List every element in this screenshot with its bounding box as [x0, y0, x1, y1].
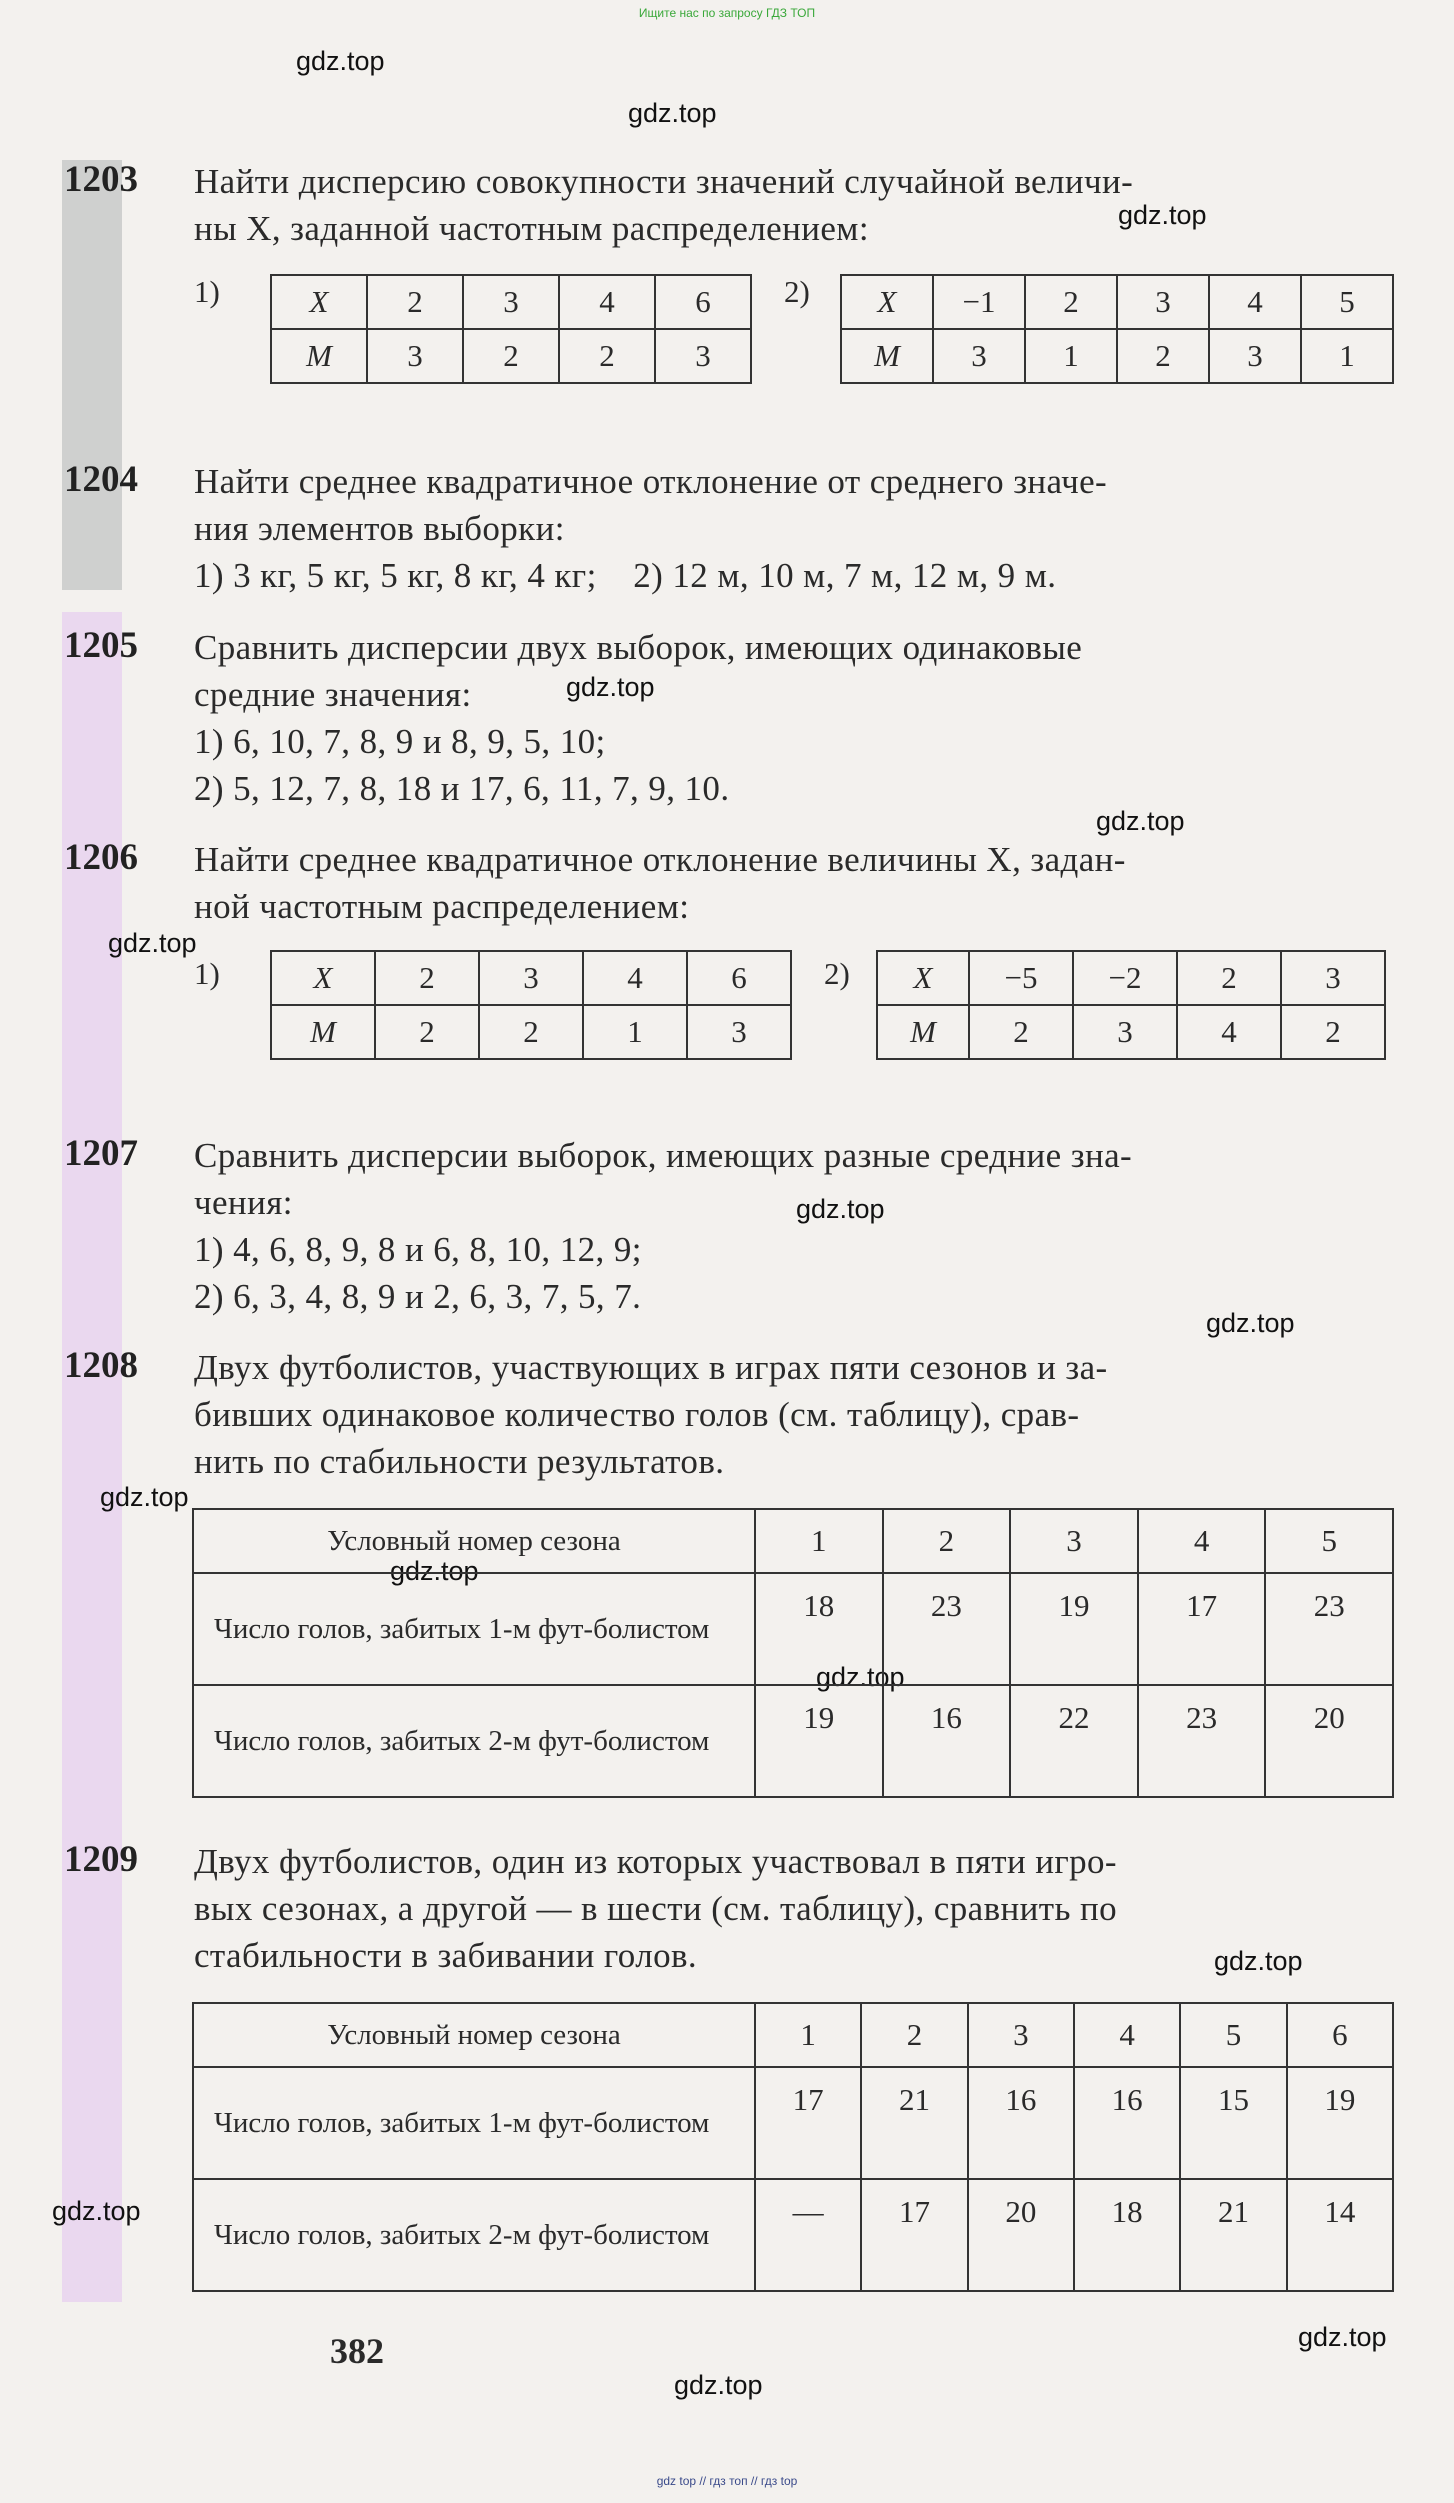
- problem-number: 1205: [64, 625, 138, 666]
- top-banner: Ищите нас по запросу ГДЗ ТОП: [638, 6, 816, 20]
- table-cell: Число голов, забитых 2-м фут-болистом: [193, 1685, 755, 1797]
- table-cell: 3: [933, 329, 1025, 383]
- table-cell: 2: [375, 1005, 479, 1059]
- table-cell: Число голов, забитых 2-м фут-болистом: [193, 2179, 755, 2291]
- table-cell: 19: [755, 1685, 883, 1797]
- table-cell: 2: [375, 951, 479, 1005]
- problem-text: 1) 4, 6, 8, 9, 8 и 6, 8, 10, 12, 9;: [194, 1230, 642, 1269]
- table-row: [877, 951, 1385, 1005]
- table-cell: 3: [1073, 1005, 1177, 1059]
- table-cell: 17: [1138, 1573, 1266, 1685]
- problem-1204: [64, 458, 1394, 599]
- table-cell: X: [271, 275, 367, 329]
- table-cell: 18: [755, 1573, 883, 1685]
- table-label: 2): [824, 956, 850, 991]
- table-header-cell: 4: [1074, 2003, 1180, 2067]
- table-row: [193, 2179, 1393, 2291]
- problem-text: бивших одинаковое количество голов (см. таблицу), срав-: [194, 1395, 1080, 1434]
- table-header-cell: 4: [1138, 1509, 1266, 1573]
- watermark: gdz.top: [1298, 2322, 1387, 2352]
- table-cell: 3: [655, 329, 751, 383]
- table-cell: 1: [583, 1005, 687, 1059]
- watermark: gdz.top: [108, 928, 197, 958]
- table-row: [193, 1685, 1393, 1797]
- table-cell: M: [841, 329, 933, 383]
- goals-table: [192, 2002, 1394, 2292]
- table-cell: −2: [1073, 951, 1177, 1005]
- problem-number: 1208: [64, 1345, 138, 1386]
- table-cell: 4: [559, 275, 655, 329]
- table-cell: 4: [583, 951, 687, 1005]
- table-row: [841, 275, 1393, 329]
- problem-text: 2) 6, 3, 4, 8, 9 и 2, 6, 3, 7, 5, 7.: [194, 1277, 642, 1316]
- watermark: gdz.top: [296, 46, 385, 76]
- table-cell: Число голов, забитых 1-м фут-болистом: [193, 2067, 755, 2179]
- table-row: [271, 275, 751, 329]
- table-row: [841, 329, 1393, 383]
- table-row: [193, 2003, 1393, 2067]
- watermark: gdz.top: [1096, 806, 1185, 836]
- table-cell: X: [841, 275, 933, 329]
- table-cell: 16: [1074, 2067, 1180, 2179]
- table-cell: 20: [968, 2179, 1074, 2291]
- table-cell: 1: [1025, 329, 1117, 383]
- problem-text: ной частотным распределением:: [194, 887, 690, 926]
- table-header-cell: 5: [1265, 1509, 1393, 1573]
- footer-text: gdz top // гдз топ // гдз top: [656, 2474, 798, 2488]
- table-cell: 2: [969, 1005, 1073, 1059]
- table-cell: 17: [861, 2179, 967, 2291]
- problem-number: 1204: [64, 459, 138, 500]
- table-cell: 3: [687, 1005, 791, 1059]
- watermark: gdz.top: [390, 1556, 479, 1586]
- problem-text: 1) 6, 10, 7, 8, 9 и 8, 9, 5, 10;: [194, 722, 606, 761]
- table-label: 2): [784, 274, 810, 309]
- table-cell: 3: [1209, 329, 1301, 383]
- table-row: [271, 329, 751, 383]
- table-label: 1): [194, 956, 220, 991]
- table-row: [193, 1509, 1393, 1573]
- table-header-cell: 2: [883, 1509, 1011, 1573]
- frequency-table: [270, 950, 792, 1060]
- table-cell: X: [877, 951, 969, 1005]
- table-cell: 21: [861, 2067, 967, 2179]
- problem-text: Двух футболистов, один из которых участвовал в пяти игро-: [194, 1842, 1117, 1881]
- table-cell: 2: [479, 1005, 583, 1059]
- problem-number: 1206: [64, 837, 138, 878]
- table-cell: 6: [687, 951, 791, 1005]
- table-cell: 3: [463, 275, 559, 329]
- table-cell: 2: [463, 329, 559, 383]
- table-cell: 16: [968, 2067, 1074, 2179]
- table-row: [271, 951, 791, 1005]
- problem-text: вых сезонах, а другой — в шести (см. таблицу), сравнить по: [194, 1889, 1117, 1928]
- page-number: 382: [330, 2331, 384, 2371]
- problem-text: ны X, заданной частотным распределением:: [194, 209, 869, 248]
- problem-text: Найти среднее квадратичное отклонение от среднего значе-: [194, 462, 1108, 501]
- frequency-table: [270, 274, 752, 384]
- watermark: gdz.top: [52, 2196, 141, 2226]
- table-cell: 19: [1287, 2067, 1393, 2179]
- problem-text: Найти дисперсию совокупности значений случайной величи-: [194, 162, 1134, 201]
- table-cell: 2: [1281, 1005, 1385, 1059]
- table-row: [271, 1005, 791, 1059]
- table-header-cell: 1: [755, 2003, 861, 2067]
- watermark: gdz.top: [628, 98, 717, 128]
- problem-text: Сравнить дисперсии выборок, имеющих разные средние зна-: [194, 1136, 1133, 1175]
- table-cell: 14: [1287, 2179, 1393, 2291]
- table-cell: X: [271, 951, 375, 1005]
- table-cell: 17: [755, 2067, 861, 2179]
- problem-text: средние значения:: [194, 675, 472, 714]
- table-cell: —: [755, 2179, 861, 2291]
- table-cell: 3: [1281, 951, 1385, 1005]
- table-cell: M: [877, 1005, 969, 1059]
- table-cell: 15: [1180, 2067, 1286, 2179]
- table-cell: 6: [655, 275, 751, 329]
- table-cell: 20: [1265, 1685, 1393, 1797]
- problem-text: Двух футболистов, участвующих в играх пяти сезонов и за-: [194, 1348, 1108, 1387]
- table-cell: 19: [1010, 1573, 1138, 1685]
- problem-text: 2) 5, 12, 7, 8, 18 и 17, 6, 11, 7, 9, 10.: [194, 769, 730, 808]
- frequency-table: [840, 274, 1394, 384]
- table-cell: −5: [969, 951, 1073, 1005]
- table-cell: 2: [559, 329, 655, 383]
- problem-text: стабильности в забивании голов.: [194, 1936, 698, 1975]
- problem-number: 1209: [64, 1839, 138, 1880]
- table-cell: Число голов, забитых 1-м фут-болистом: [193, 1573, 755, 1685]
- watermark: gdz.top: [1118, 200, 1207, 230]
- problem-number: 1203: [64, 159, 138, 200]
- table-row: [193, 1573, 1393, 1685]
- problem-text: ния элементов выборки:: [194, 509, 565, 548]
- table-cell: 23: [1265, 1573, 1393, 1685]
- problem-text: нить по стабильности результатов.: [194, 1442, 725, 1481]
- table-cell: 3: [367, 329, 463, 383]
- table-cell: 2: [1177, 951, 1281, 1005]
- table-cell: 23: [883, 1573, 1011, 1685]
- table-cell: M: [271, 329, 367, 383]
- table-header-cell: 5: [1180, 2003, 1286, 2067]
- table-header-cell: 2: [861, 2003, 967, 2067]
- table-cell: 4: [1177, 1005, 1281, 1059]
- table-cell: 2: [367, 275, 463, 329]
- table-cell: 18: [1074, 2179, 1180, 2291]
- table-header-cell: 3: [968, 2003, 1074, 2067]
- table-header-cell: 1: [755, 1509, 883, 1573]
- problem-text: чения:: [194, 1183, 293, 1222]
- problem-1207: [64, 1132, 1394, 1320]
- table-header-cell: 3: [1010, 1509, 1138, 1573]
- table-cell: 2: [1025, 275, 1117, 329]
- watermark: gdz.top: [674, 2370, 763, 2400]
- table-cell: 16: [883, 1685, 1011, 1797]
- frequency-table: [876, 950, 1386, 1060]
- problem-1203: [64, 158, 1394, 373]
- table-label: 1): [194, 274, 220, 309]
- table-cell: 3: [1117, 275, 1209, 329]
- table-row: [193, 2067, 1393, 2179]
- problem-1205: [64, 624, 1394, 812]
- watermark: gdz.top: [1214, 1946, 1303, 1976]
- table-cell: 4: [1209, 275, 1301, 329]
- problem-text: 1) 3 кг, 5 кг, 5 кг, 8 кг, 4 кг; 2) 12 м, 10 м, 7 м, 12 м, 9 м.: [194, 556, 1057, 595]
- table-cell: −1: [933, 275, 1025, 329]
- table-cell: 23: [1138, 1685, 1266, 1797]
- table-header-cell: 6: [1287, 2003, 1393, 2067]
- table-cell: 1: [1301, 329, 1393, 383]
- table-cell: M: [271, 1005, 375, 1059]
- table-cell: 5: [1301, 275, 1393, 329]
- watermark: gdz.top: [816, 1662, 905, 1692]
- problem-text: Найти среднее квадратичное отклонение величины X, задан-: [194, 840, 1126, 879]
- table-cell: 22: [1010, 1685, 1138, 1797]
- problem-text: Сравнить дисперсии двух выборок, имеющих одинаковые: [194, 628, 1083, 667]
- watermark: gdz.top: [100, 1482, 189, 1512]
- table-header-cell: Условный номер сезона: [193, 1509, 755, 1573]
- table-cell: 21: [1180, 2179, 1286, 2291]
- watermark: gdz.top: [1206, 1308, 1295, 1338]
- watermark: gdz.top: [796, 1194, 885, 1224]
- problem-number: 1207: [64, 1133, 138, 1174]
- table-cell: 2: [1117, 329, 1209, 383]
- watermark: gdz.top: [566, 672, 655, 702]
- table-header-cell: Условный номер сезона: [193, 2003, 755, 2067]
- table-cell: 3: [479, 951, 583, 1005]
- goals-table: [192, 1508, 1394, 1798]
- table-row: [877, 1005, 1385, 1059]
